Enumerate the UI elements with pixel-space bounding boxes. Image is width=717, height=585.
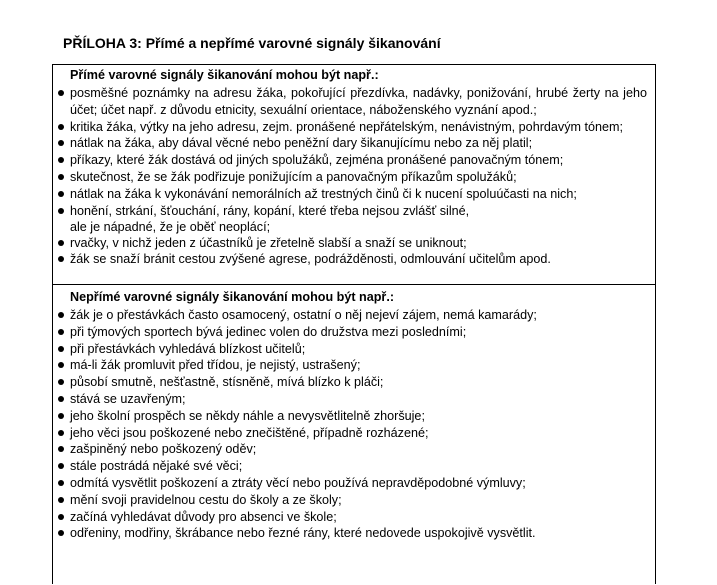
indirect-signals-list	[53, 307, 655, 542]
list-item: začíná vyhledávat důvody pro absenci ve škole;	[53, 509, 655, 526]
direct-signals-list	[53, 85, 655, 268]
indirect-signals-section	[53, 285, 655, 585]
list-item: mění svoji pravidelnou cestu do školy a ze školy;	[53, 492, 655, 509]
list-item: zašpiněný nebo poškozený oděv;	[53, 441, 655, 458]
list-item: kritika žáka, výtky na jeho adresu, zejm. pronášené nepřátelským, nenávistným, pohrdavým tónem;	[53, 119, 655, 136]
list-item: stále postrádá nějaké své věci;	[53, 458, 655, 475]
list-item: jeho věci jsou poškozené nebo znečištěné, případně rozházené;	[53, 425, 655, 442]
list-item: posměšné poznámky na adresu žáka, pokořující přezdívka, nadávky, ponižování, hrubé žerty na jeho účet; účet např. z důvodu etnicity, sexuální orientace, náboženského vyznání apod.;	[53, 85, 655, 119]
list-item: odmítá vysvětlit poškození a ztráty věcí nebo používá nepravděpodobné výmluvy;	[53, 475, 655, 492]
list-item: příkazy, které žák dostává od jiných spolužáků, zejména pronášené panovačným tónem;	[53, 152, 655, 169]
list-item: působí smutně, nešťastně, stísněně, mívá blízko k pláči;	[53, 374, 655, 391]
signals-table	[52, 64, 656, 584]
list-item: rvačky, v nichž jeden z účastníků je zřetelně slabší a snaží se uniknout;	[53, 235, 655, 252]
direct-signals-section	[53, 65, 655, 285]
list-item: odřeniny, modřiny, škrábance nebo řezné rány, které nedovede uspokojivě vysvětlit.	[53, 525, 655, 542]
list-item: jeho školní prospěch se někdy náhle a nevysvětlitelně zhoršuje;	[53, 408, 655, 425]
list-item: při týmových sportech bývá jedinec volen do družstva mezi posledními;	[53, 324, 655, 341]
document-title: PŘÍLOHA 3: Přímé a nepřímé varovné signály šikanování	[63, 35, 441, 51]
list-item: nátlak na žáka k vykonávání nemorálních až trestných činů či k nucení spoluúčasti na nich;	[53, 186, 655, 203]
list-item: skutečnost, že se žák podřizuje ponižujícím a panovačným příkazům spolužáků;	[53, 169, 655, 186]
direct-signals-heading: Přímé varovné signály šikanování mohou být např.:	[70, 68, 379, 82]
list-item: žák se snaží bránit cestou zvýšené agrese, podrážděnosti, odmlouvání učitelům apod.	[53, 251, 655, 268]
list-item: nátlak na žáka, aby dával věcné nebo peněžní dary šikanujícímu nebo za něj platil;	[53, 135, 655, 152]
list-item: má-li žák promluvit před třídou, je nejistý, ustrašený;	[53, 357, 655, 374]
list-item: žák je o přestávkách často osamocený, ostatní o něj nejeví zájem, nemá kamarády;	[53, 307, 655, 324]
list-item: stává se uzavřeným;	[53, 391, 655, 408]
list-item: při přestávkách vyhledává blízkost učitelů;	[53, 341, 655, 358]
indirect-signals-heading: Nepřímé varovné signály šikanování mohou být např.:	[70, 290, 395, 304]
list-item: honění, strkání, šťouchání, rány, kopání, které třeba nejsou zvlášť silné, ale je nápadné, že je oběť neoplácí;	[53, 203, 655, 235]
